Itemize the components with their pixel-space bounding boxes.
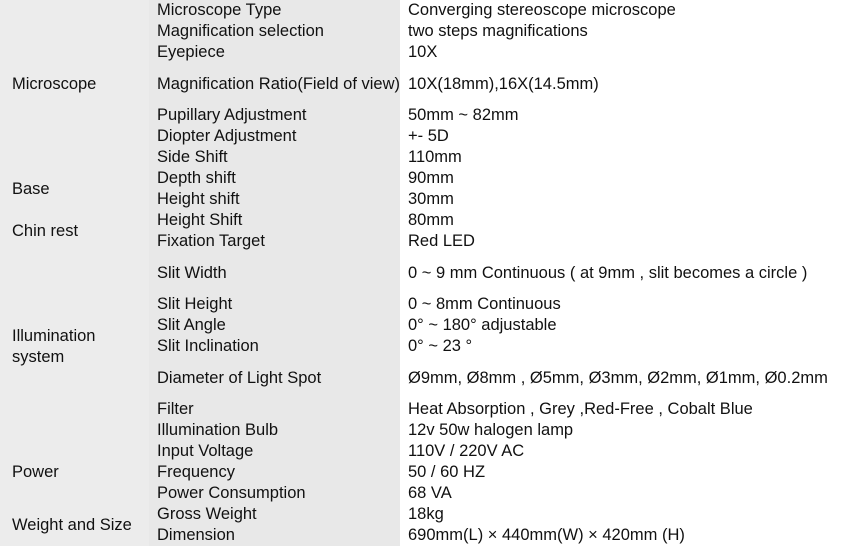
- value-cell: 0 ~ 9 mm Continuous ( at 9mm , slit becomes a circle ): [400, 252, 852, 294]
- param-cell: Height Shift: [149, 210, 400, 231]
- param-cell: Magnification selection: [149, 21, 400, 42]
- category-cell: Chin rest: [0, 210, 149, 252]
- value-cell: 0° ~ 23 °: [400, 336, 852, 357]
- param-cell: Eyepiece: [149, 42, 400, 63]
- value-cell: 50mm ~ 82mm: [400, 105, 852, 126]
- value-cell: Heat Absorption , Grey ,Red-Free , Cobalt Blue: [400, 399, 852, 420]
- category-cell: Microscope: [0, 0, 149, 168]
- param-cell: Microscope Type: [149, 0, 400, 21]
- value-cell: 110V / 220V AC: [400, 441, 852, 462]
- param-cell: Slit Height: [149, 294, 400, 315]
- category-cell: Base: [0, 168, 149, 210]
- value-cell: 50 / 60 HZ: [400, 462, 852, 483]
- table-row: [0, 252, 852, 294]
- value-cell: Converging stereoscope microscope: [400, 0, 852, 21]
- table-row: [0, 441, 852, 462]
- value-cell: 0 ~ 8mm Continuous: [400, 294, 852, 315]
- param-cell: Frequency: [149, 462, 400, 483]
- value-cell: 80mm: [400, 210, 852, 231]
- param-cell: Power Consumption: [149, 483, 400, 504]
- value-cell: 68 VA: [400, 483, 852, 504]
- category-cell: Illumination system: [0, 252, 149, 441]
- value-cell: two steps magnifications: [400, 21, 852, 42]
- value-cell: 30mm: [400, 189, 852, 210]
- param-cell: Slit Width: [149, 252, 400, 294]
- category-cell: Power: [0, 441, 149, 504]
- value-cell: 18kg: [400, 504, 852, 525]
- value-cell: 90mm: [400, 168, 852, 189]
- value-cell: 110mm: [400, 147, 852, 168]
- value-cell: 0° ~ 180° adjustable: [400, 315, 852, 336]
- value-cell: 12v 50w halogen lamp: [400, 420, 852, 441]
- value-cell: 10X(18mm),16X(14.5mm): [400, 63, 852, 105]
- param-cell: Slit Angle: [149, 315, 400, 336]
- param-cell: Illumination Bulb: [149, 420, 400, 441]
- param-cell: Input Voltage: [149, 441, 400, 462]
- param-cell: Dimension: [149, 525, 400, 546]
- param-cell: Height shift: [149, 189, 400, 210]
- category-cell: Weight and Size: [0, 504, 149, 546]
- table-row: [0, 168, 852, 189]
- value-cell: 10X: [400, 42, 852, 63]
- value-cell: Ø9mm, Ø8mm , Ø5mm, Ø3mm, Ø2mm, Ø1mm, Ø0.2mm: [400, 357, 852, 399]
- param-cell: Depth shift: [149, 168, 400, 189]
- param-cell: Filter: [149, 399, 400, 420]
- param-cell: Pupillary Adjustment: [149, 105, 400, 126]
- table-row: [0, 504, 852, 525]
- param-cell: Slit Inclination: [149, 336, 400, 357]
- table-row: [0, 210, 852, 231]
- param-cell: Diameter of Light Spot: [149, 357, 400, 399]
- table-row: [0, 0, 852, 21]
- value-cell: 690mm(L) × 440mm(W) × 420mm (H): [400, 525, 852, 546]
- param-cell: Side Shift: [149, 147, 400, 168]
- param-cell: Gross Weight: [149, 504, 400, 525]
- param-cell: Fixation Target: [149, 231, 400, 252]
- param-cell: Diopter Adjustment: [149, 126, 400, 147]
- value-cell: +- 5D: [400, 126, 852, 147]
- param-cell: Magnification Ratio(Field of view): [149, 63, 400, 105]
- value-cell: Red LED: [400, 231, 852, 252]
